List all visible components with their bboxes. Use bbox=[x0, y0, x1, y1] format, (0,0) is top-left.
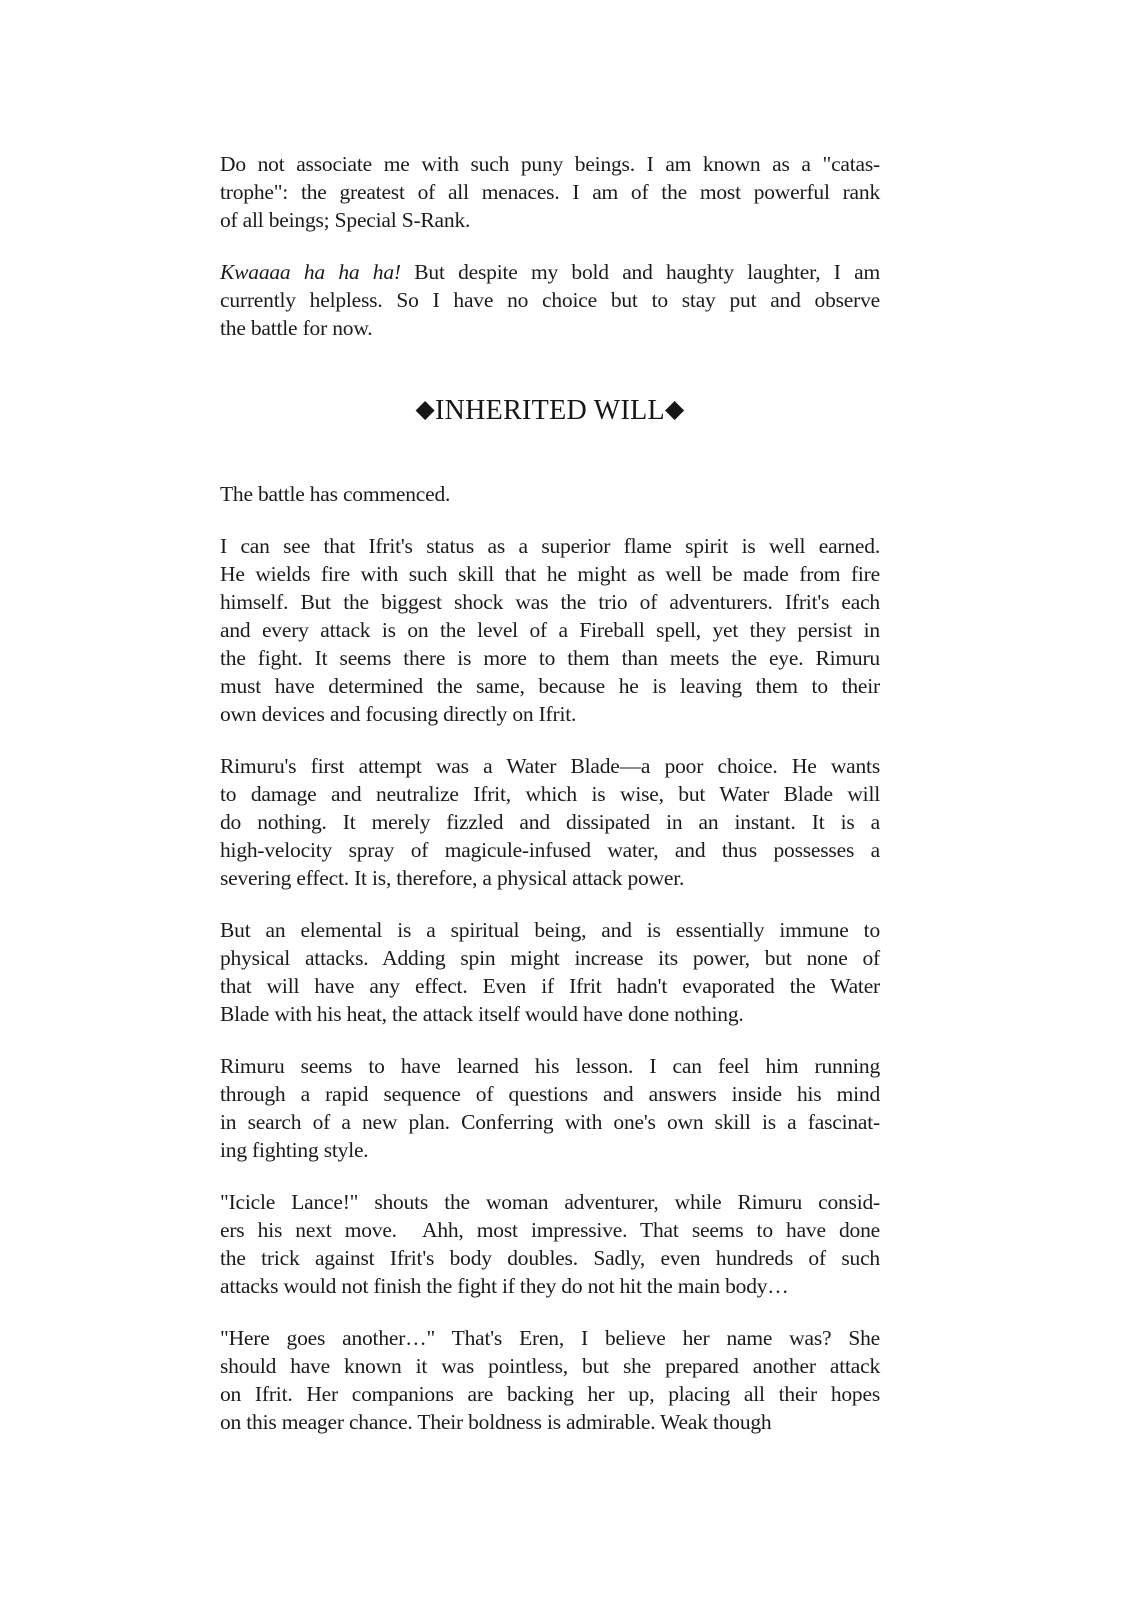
text-line: physical attacks. Adding spin might increase its power, but none of bbox=[220, 946, 880, 970]
paragraph-2 bbox=[220, 258, 880, 342]
text-line: the battle for now. bbox=[220, 316, 373, 340]
paragraph-4 bbox=[220, 532, 880, 728]
paragraph-5 bbox=[220, 752, 880, 892]
text-line: the fight. It seems there is more to them than meets the eye. Rimuru bbox=[220, 646, 880, 670]
text-column bbox=[220, 150, 880, 1460]
text-line: ers his next move. Ahh, most impressive. That seems to have done bbox=[220, 1218, 880, 1242]
text-line: Rimuru's first attempt was a Water Blade—a poor choice. He wants bbox=[220, 754, 880, 778]
text-line: own devices and focusing directly on Ifrit. bbox=[220, 702, 577, 726]
text-line: that will have any effect. Even if Ifrit hadn't evaporated the Water bbox=[220, 974, 880, 998]
paragraph-1 bbox=[220, 150, 880, 234]
text-line: severing effect. It is, therefore, a physical attack power. bbox=[220, 866, 685, 890]
text-line bbox=[220, 258, 880, 286]
text-line: trophe": the greatest of all menaces. I am of the most powerful rank bbox=[220, 180, 880, 204]
chapter-heading bbox=[220, 394, 880, 428]
text-line: Do not associate me with such puny beings. I am known as a "catas- bbox=[220, 152, 880, 176]
paragraph-7 bbox=[220, 1052, 880, 1164]
text-line: "Here goes another…" That's Eren, I believe her name was? She bbox=[220, 1326, 880, 1350]
text-line: currently helpless. So I have no choice but to stay put and observe bbox=[220, 288, 880, 312]
text-line: the trick against Ifrit's body doubles. Sadly, even hundreds of such bbox=[220, 1246, 880, 1270]
text-line: ing fighting style. bbox=[220, 1138, 369, 1162]
text-line: Blade with his heat, the attack itself would have done nothing. bbox=[220, 1002, 744, 1026]
text-line: on this meager chance. Their boldness is admirable. Weak though bbox=[220, 1410, 772, 1434]
text-line: I can see that Ifrit's status as a superior flame spirit is well earned. bbox=[220, 534, 880, 558]
text-line: He wields fire with such skill that he might as well be made from fire bbox=[220, 562, 880, 586]
text-line: should have known it was pointless, but she prepared another attack bbox=[220, 1354, 880, 1378]
text-line: through a rapid sequence of questions and answers inside his mind bbox=[220, 1082, 880, 1106]
text-line: do nothing. It merely fizzled and dissipated in an instant. It is a bbox=[220, 810, 880, 834]
text-line: on Ifrit. Her companions are backing her up, placing all their hopes bbox=[220, 1382, 880, 1406]
text-line: to damage and neutralize Ifrit, which is wise, but Water Blade will bbox=[220, 782, 880, 806]
text-line: Rimuru seems to have learned his lesson. I can feel him running bbox=[220, 1054, 880, 1078]
text-line: and every attack is on the level of a Fireball spell, yet they persist in bbox=[220, 618, 880, 642]
italic-lead-text: Kwaaaa ha ha ha! bbox=[220, 260, 401, 284]
text-line: of all beings; Special S-Rank. bbox=[220, 208, 471, 232]
text-line: The battle has commenced. bbox=[220, 482, 451, 506]
text-segment: But despite my bold and haughty laughter, I am bbox=[400, 260, 881, 284]
text-line: "Icicle Lance!" shouts the woman adventurer, while Rimuru consid- bbox=[220, 1190, 880, 1214]
text-line: must have determined the same, because he is leaving them to their bbox=[220, 674, 880, 698]
diamond-icon: ◆ bbox=[664, 394, 685, 423]
text-line: in search of a new plan. Conferring with one's own skill is a fascinat- bbox=[220, 1110, 880, 1134]
text-line: But an elemental is a spiritual being, and is essentially immune to bbox=[220, 918, 880, 942]
paragraph-6 bbox=[220, 916, 880, 1028]
paragraph-3 bbox=[220, 480, 880, 508]
diamond-icon: ◆ bbox=[415, 394, 436, 423]
paragraph-9 bbox=[220, 1324, 880, 1436]
text-line: attacks would not finish the fight if they do not hit the main body… bbox=[220, 1274, 789, 1298]
paragraph-8 bbox=[220, 1188, 880, 1300]
chapter-heading-title: INHERITED WILL bbox=[435, 395, 665, 426]
text-line: high-velocity spray of magicule-infused water, and thus possesses a bbox=[220, 838, 880, 862]
text-line: himself. But the biggest shock was the trio of adventurers. Ifrit's each bbox=[220, 590, 880, 614]
